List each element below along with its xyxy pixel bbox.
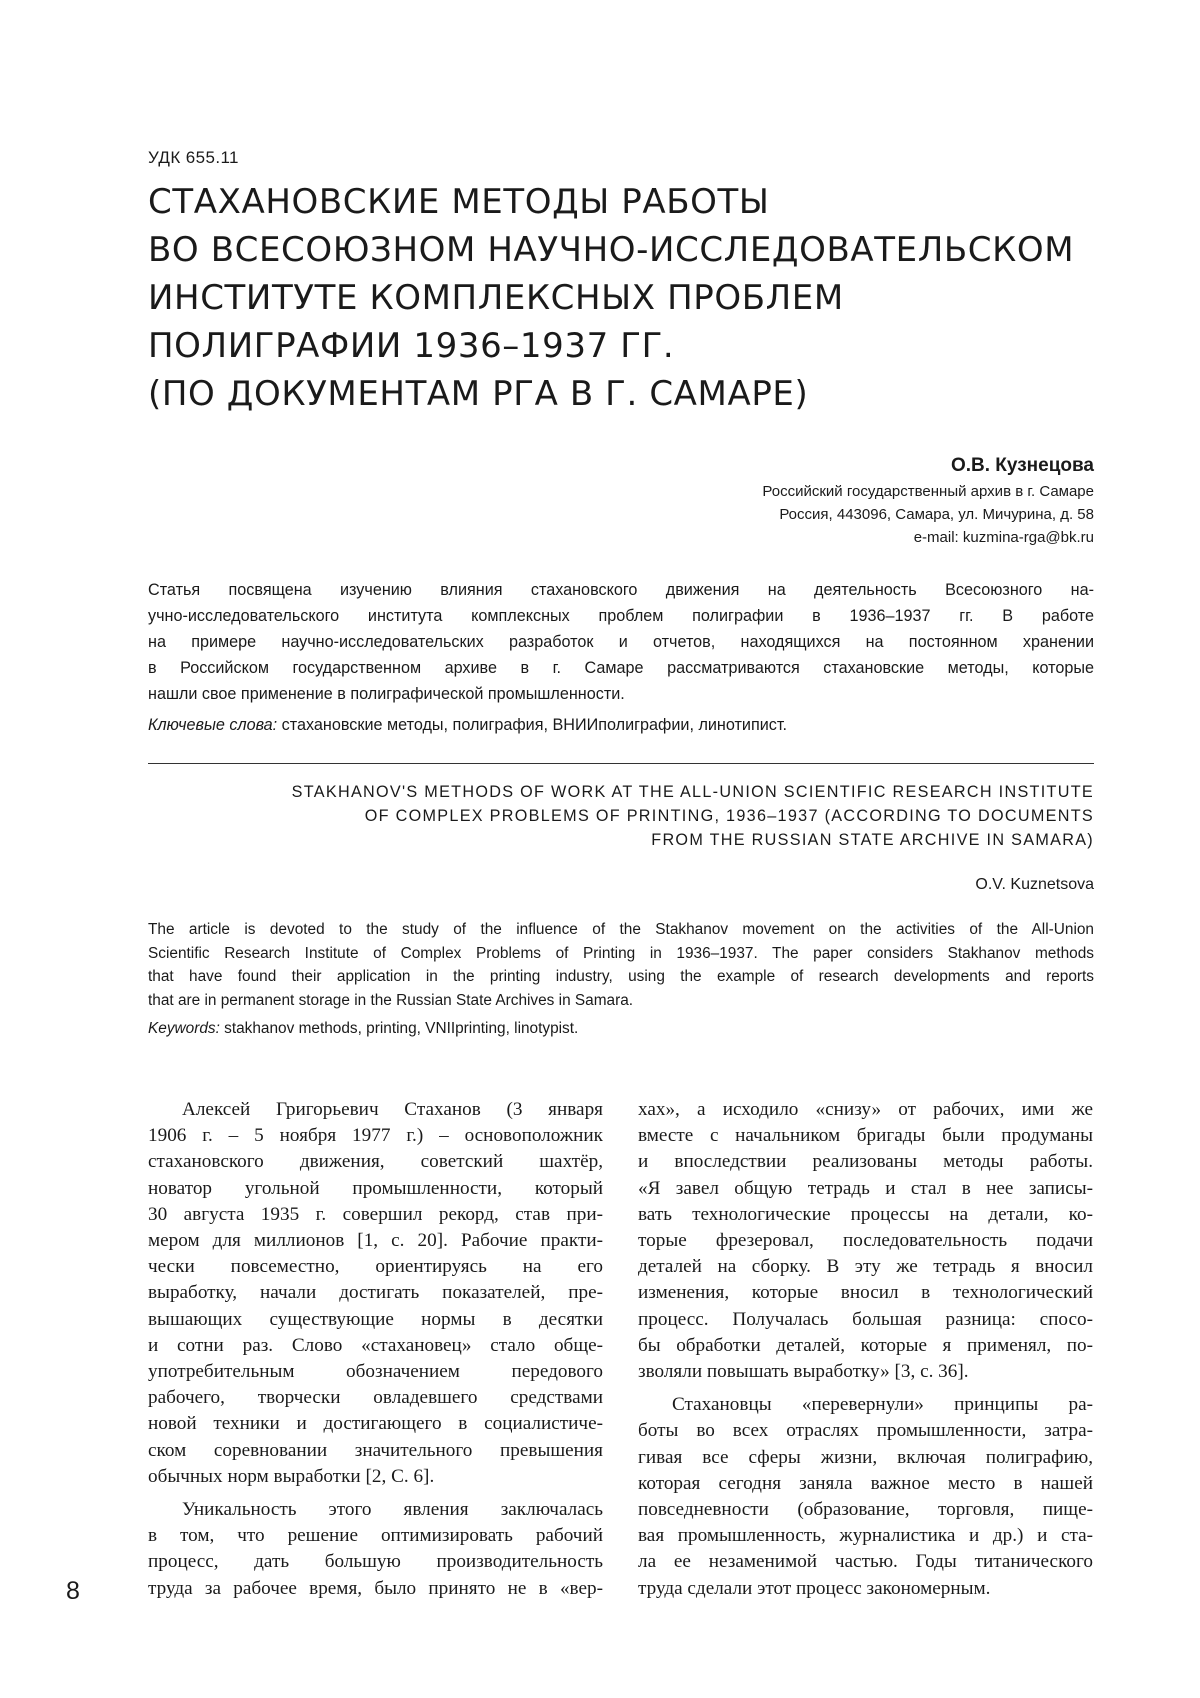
body-line: обычных норм выработки [2, С. 6].: [148, 1465, 435, 1487]
author-email: e-mail: kuzmina-rga@bk.ru: [913, 529, 1094, 546]
body-line: процесс, дать большую производительность: [148, 1551, 603, 1573]
body-line: в том, что решение оптимизировать рабочий: [148, 1525, 603, 1547]
title-line: ВО ВСЕСОЮЗНОМ НАУЧНО-ИССЛЕДОВАТЕЛЬСКОМ: [148, 230, 1075, 270]
body-line: ском соревновании значительного превышения: [148, 1439, 603, 1461]
abstract-en-text: [148, 918, 1094, 1012]
body-line: хах», а исходило «снизу» от рабочих, ими же: [638, 1099, 1093, 1120]
body-line: мером для миллионов [1, с. 20]. Рабочие практи-: [148, 1230, 603, 1252]
body-line: вышающих существующие нормы в десятки: [148, 1308, 603, 1330]
abstract-line: Scientific Research Institute of Complex Problems of Printing in 1936–1937. The paper considers Stakhanov methods: [148, 944, 1094, 962]
abstract-ru-text: [148, 577, 1094, 707]
body-line: бы обработки деталей, которые я применял, по-: [638, 1334, 1093, 1356]
keywords-en-label: Keywords:: [148, 1020, 220, 1037]
abstract-line: нашли свое применение в полиграфической промышленности.: [148, 685, 625, 703]
body-line: зволяли повышать выработку» [3, с. 36].: [638, 1361, 969, 1383]
body-line: вместе с начальником бригады были продуманы: [638, 1125, 1093, 1147]
abstract-line: that are in permanent storage in the Russian State Archives in Samara.: [148, 991, 634, 1009]
body-line: деталей на сборку. В эту же тетрадь я вносил: [638, 1256, 1093, 1278]
keywords-ru: [148, 712, 1094, 738]
title-line: ПОЛИГРАФИИ 1936–1937 ГГ.: [148, 326, 675, 366]
author-block: [762, 452, 1094, 549]
title-line: СТАХАНОВСКИЕ МЕТОДЫ РАБОТЫ: [148, 182, 770, 222]
body-line: повседневности (образование, торговля, пище-: [638, 1499, 1093, 1521]
body-column-right: [638, 1097, 1093, 1602]
english-author: O.V. Kuznetsova: [975, 876, 1094, 893]
page-number: 8: [66, 1577, 80, 1605]
author-name: О.В. Кузнецова: [950, 455, 1094, 476]
body-line: выработку, начали достигать показателей, пре-: [148, 1282, 603, 1304]
body-line: стахановского движения, советский шахтёр,: [148, 1151, 603, 1173]
body-line: и сотни раз. Слово «стахановец» стало обще-: [148, 1334, 603, 1356]
udk-code: УДК 655.11: [148, 148, 239, 167]
body-line: боты во всех отраслях промышленности, затра-: [638, 1420, 1093, 1442]
body-line: процесс. Получалась большая разница: спосо-: [638, 1308, 1093, 1330]
abstract-line: The article is devoted to the study of the influence of the Stakhanov movement on the activities of the All-Union: [148, 921, 1094, 938]
english-title-line: OF COMPLEX PROBLEMS OF PRINTING, 1936–1937 (ACCORDING TO DOCUMENTS: [364, 807, 1094, 825]
title-line: ИНСТИТУТЕ КОМПЛЕКСНЫХ ПРОБЛЕМ: [148, 278, 844, 318]
abstract-line: Статья посвящена изучению влияния стахановского движения на деятельность Всесоюзного на-: [148, 581, 1094, 599]
keywords-ru-text: стахановские методы, полиграфия, ВНИИполиграфии, линотипист.: [277, 716, 787, 734]
body-line: рабочего, творчески овладевшего средствами: [148, 1387, 603, 1409]
body-paragraph: [638, 1392, 1093, 1602]
author-affiliation: Российский государственный архив в г. Самаре: [762, 483, 1094, 500]
body-line: употребительным обозначением передового: [148, 1361, 603, 1383]
english-title-line: FROM THE RUSSIAN STATE ARCHIVE IN SAMARA): [651, 831, 1094, 849]
title-line: (ПО ДОКУМЕНТАМ РГА В Г. САМАРЕ): [148, 374, 809, 414]
article-title: [148, 178, 1148, 418]
abstract-line: на примере научно-исследовательских разработок и отчетов, находящихся на постоянном хранении: [148, 633, 1094, 651]
body-line: вая промышленность, журналистика и др.) и ста-: [638, 1525, 1093, 1547]
body-line: и впоследствии реализованы методы работы.: [638, 1151, 1093, 1173]
abstract-ru: [148, 577, 1094, 738]
body-line: Уникальность этого явления заключалась: [182, 1499, 603, 1521]
body-line: новой техники и достигающего в социалистиче-: [148, 1413, 603, 1435]
english-title: [292, 780, 1094, 852]
body-column-left: [148, 1097, 603, 1602]
body-line: ла ее незаменимой частью. Годы титанического: [638, 1551, 1093, 1573]
abstract-line: в Российском государственном архиве в г. Самаре рассматриваются стахановские методы, которые: [148, 659, 1094, 677]
body-line: торые фрезеровал, последовательность подачи: [638, 1230, 1093, 1252]
abstract-en: [148, 918, 1094, 1041]
body-line: 30 августа 1935 г. совершил рекорд, став при-: [148, 1203, 603, 1225]
abstract-line: that have found their application in the printing industry, using the example of research developments and reports: [148, 968, 1094, 985]
body-line: чески повсеместно, ориентируясь на его: [148, 1256, 603, 1278]
body-paragraph: [638, 1097, 1093, 1385]
body-line: труда сделали этот процесс закономерным.: [638, 1577, 991, 1599]
body-line: Алексей Григорьевич Стаханов (3 января: [182, 1099, 603, 1120]
section-divider: [148, 763, 1094, 764]
keywords-en-text: stakhanov methods, printing, VNIIprinting, linotypist.: [219, 1020, 579, 1037]
body-line: изменения, которые вносил в технологический: [638, 1282, 1093, 1304]
body-line: Стахановцы «перевернули» принципы ра-: [672, 1394, 1093, 1416]
author-address: Россия, 443096, Самара, ул. Мичурина, д. 58: [779, 506, 1094, 523]
body-line: «Я завел общую тетрадь и стал в нее записы-: [638, 1177, 1093, 1199]
keywords-ru-label: Ключевые слова:: [148, 716, 278, 734]
keywords-en: [148, 1017, 1094, 1041]
abstract-line: учно-исследовательского института комплексных проблем полиграфии в 1936–1937 гг. В работе: [148, 607, 1094, 625]
body-line: вать технологические процессы на детали, ко-: [638, 1203, 1093, 1225]
body-line: которая сегодня заняла важное место в нашей: [638, 1472, 1093, 1494]
body-line: труда за рабочее время, было принято не в «вер-: [148, 1577, 603, 1599]
body-line: новатор угольной промышленности, который: [148, 1177, 603, 1199]
body-line: гивая все сферы жизни, включая полиграфию,: [638, 1446, 1093, 1468]
body-paragraph: [148, 1097, 603, 1490]
body-line: 1906 г. – 5 ноября 1977 г.) – основоположник: [148, 1125, 603, 1147]
body-paragraph: [148, 1497, 603, 1602]
english-title-line: STAKHANOV'S METHODS OF WORK AT THE ALL-UNION SCIENTIFIC RESEARCH INSTITUTE: [291, 783, 1094, 801]
